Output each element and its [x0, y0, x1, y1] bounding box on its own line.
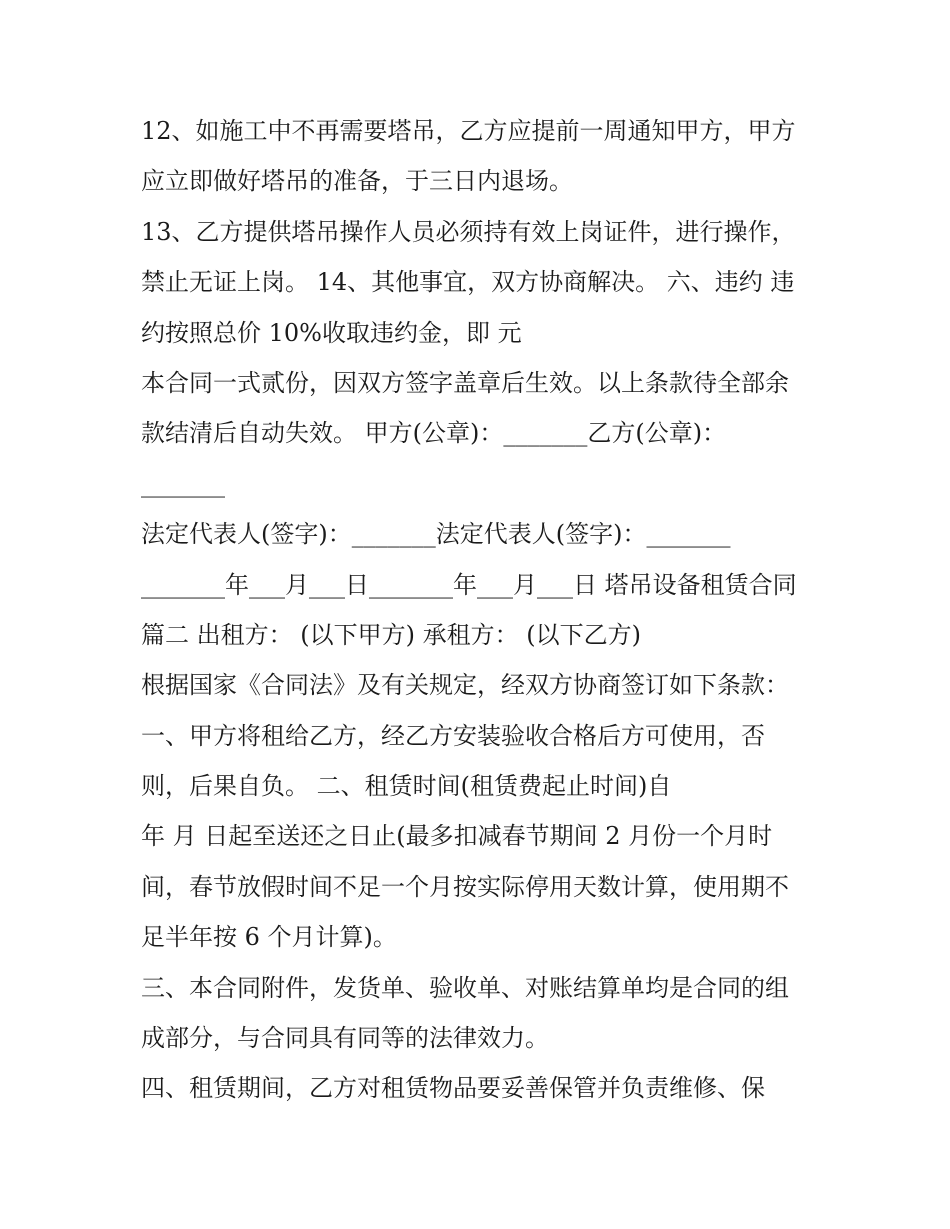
text-line: 间，春节放假时间不足一个月按实际停用天数计算，使用期不	[141, 872, 789, 901]
text-line: 12、如施工中不再需要塔吊，乙方应提前一周通知甲方，甲方	[141, 117, 796, 145]
text-line: 禁止无证上岗。 14、其他事宜，双方协商解决。 六、违约 违	[141, 268, 795, 297]
text-line: 法定代表人(签字)：_______法定代表人(签字)：_______	[141, 520, 731, 549]
text-line: 根据国家《合同法》及有关规定，经双方协商签订如下条款：	[141, 671, 789, 700]
text-line: 一、甲方将租给乙方，经乙方安装验收合格后方可使用，否	[141, 721, 765, 750]
text-line: 四、租赁期间，乙方对租赁物品要妥善保管并负责维修、保	[141, 1074, 765, 1103]
text-line: 本合同一式贰份，因双方签字盖章后生效。以上条款待全部余	[141, 368, 789, 397]
text-line: 则，后果自负。 二、租赁时间(租赁费起止时间)自	[141, 772, 672, 801]
text-line: 足半年按 6 个月计算)。	[141, 923, 397, 952]
contract-body-text	[141, 106, 821, 1114]
text-line: 13、乙方提供塔吊操作人员必须持有效上岗证件，进行操作，	[141, 217, 796, 246]
text-line: 应立即做好塔吊的准备，于三日内退场。	[141, 167, 573, 196]
text-line: _______年___月___日_______年___月___日 塔吊设备租赁合同	[141, 570, 797, 599]
text-line: 款结清后自动失效。 甲方(公章)：_______乙方(公章)：	[141, 419, 727, 448]
text-line: 篇二 出租方： (以下甲方) 承租方： (以下乙方)	[141, 620, 641, 649]
text-line: 三、本合同附件，发货单、验收单、对账结算单均是合同的组	[141, 973, 789, 1002]
text-line: 年 月 日起至送还之日止(最多扣减春节期间 2 月份一个月时	[141, 822, 773, 851]
text-line: _______	[141, 469, 225, 498]
text-line: 约按照总价 10%收取违约金，即 元	[141, 318, 522, 347]
text-line: 成部分，与合同具有同等的法律效力。	[141, 1024, 549, 1053]
